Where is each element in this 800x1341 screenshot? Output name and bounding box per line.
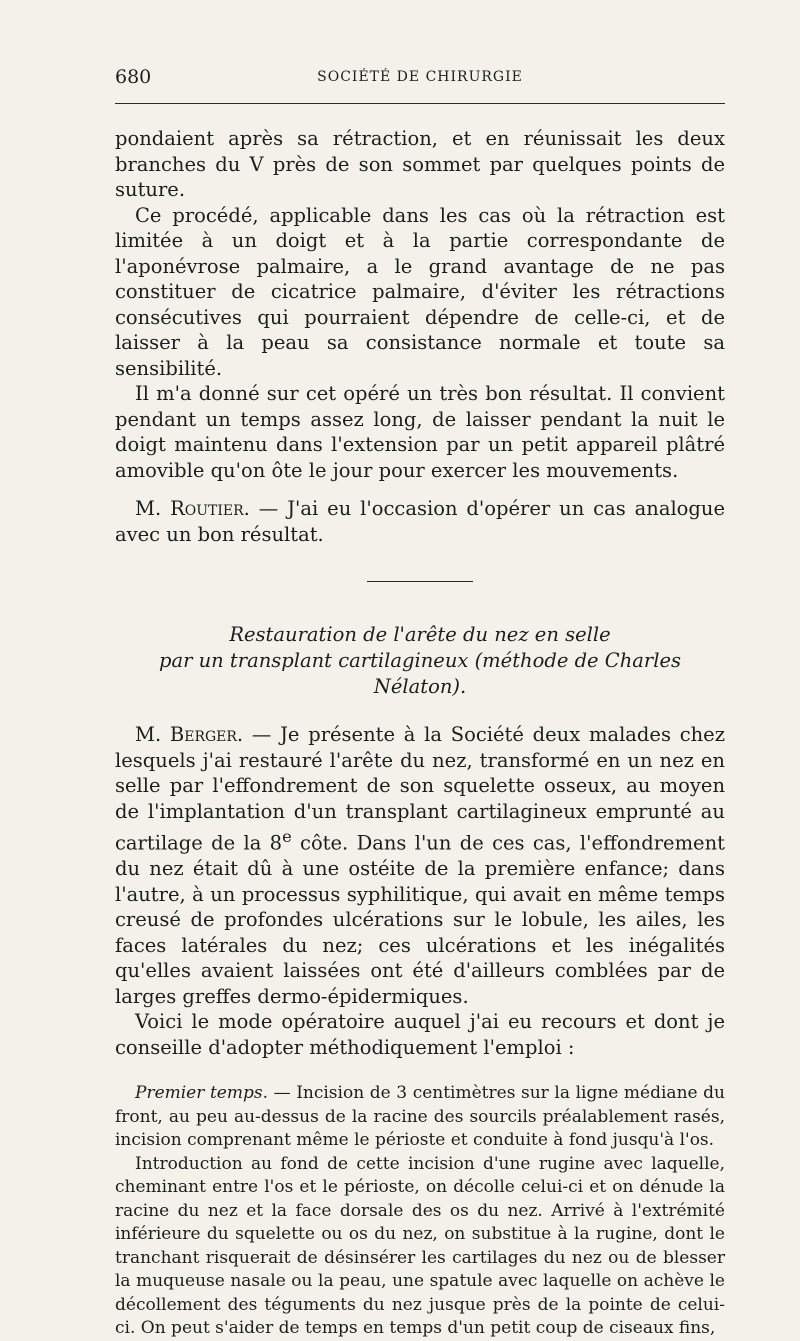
section-title-line-2: par un transplant cartilagineux (méthode de Charles Nélaton). <box>158 649 682 698</box>
body-text <box>115 126 725 1341</box>
speaker-name: M. Routier. <box>135 497 250 520</box>
paragraph: Il m'a donné sur cet opéré un très bon résultat. Il convient pendant un temps assez long, de laisser pendant la nuit le doigt maintenu dans l'extension par un petit appareil plâtré amovible qu'on ôte le jour pour exercer les mouvements. <box>115 382 725 482</box>
section-title <box>115 622 725 700</box>
paragraph: Ce procédé, applicable dans les cas où la rétraction est limitée à un doigt et à la partie correspondante de l'aponévrose palmaire, a le grand avantage de ne pas constituer de cicatrice palmaire, d'éviter les rétractions consécutives qui pourraient dépendre de celle-ci, et de laisser à la peau sa consistance normale et toute sa sensibilité. <box>115 203 725 380</box>
section-divider <box>367 581 473 582</box>
running-title: SOCIÉTÉ DE CHIRURGIE <box>317 69 523 85</box>
page-header <box>115 66 725 94</box>
berger-text-after: côte. Dans l'un de ces cas, l'effondrement du nez était dû à une ostéite de la première enfance; dans l'autre, à un processus syphilitique, qui avait en même temps creusé de profondes ulcérations sur le lobule, les ailes, les faces latérales du nez; ces ulcérations et les inégalités qu'elles avaient laissées ont été d'ailleurs comblées par de larges greffes dermo-épidermiques. <box>115 831 725 1008</box>
paragraph: Voici le mode opératoire auquel j'ai eu recours et dont je conseille d'adopter méthodiquement l'emploi : <box>115 1010 725 1059</box>
page-number: 680 <box>115 66 152 88</box>
berger-paragraph <box>115 722 725 1009</box>
routier-remark <box>115 496 725 547</box>
technique-paragraph: Introduction au fond de cette incision d'une rugine avec laquelle, cheminant entre l'os et le périoste, on décolle celui-ci et on dénude la racine du nez et la face dorsale des os du nez. Arrivé à l'extrémité inférieure du squelette ou os du nez, on substitue à la rugine, dont le tranchant risquerait de désinsérer les cartilages du nez ou de blesser la muqueuse nasale ou la peau, une spatule avec laquelle on achève le décollement des téguments du nez jusque près de la pointe de celui-ci. On peut s'aider de temps en temps d'un petit coup de ciseaux fins, <box>115 1153 725 1338</box>
paragraph: pondaient après sa rétraction, et en réunissait les deux branches du V près de son sommet par quelques points de suture. <box>115 127 725 201</box>
technique-section <box>115 1082 725 1341</box>
speaker-name: M. Berger. <box>135 723 244 746</box>
header-rule <box>115 103 725 104</box>
section-title-line-1: Restauration de l'arête du nez en selle <box>229 623 611 646</box>
step-label: Premier temps. <box>135 1083 268 1103</box>
step-text: — Incision de 3 centimètres sur la ligne médiane du front, au peu au-dessus de la racine des sourcils préalablement rasés, incision comprenant même le périoste et conduite à fond jusqu'à l'os. <box>115 1083 726 1150</box>
technique-paragraph <box>115 1082 725 1153</box>
berger-text-before: — Je présente à la Société deux malades chez lesquels j'ai restauré l'arête du nez, transformé en un nez en selle par l'effondrement de son squelette osseux, au moyen de l'implantation d'un transplant cartilagineux emprunté au cartilage de la 8 <box>115 723 725 855</box>
remark-text: — J'ai eu l'occasion d'opérer un cas analogue avec un bon résultat. <box>115 497 726 546</box>
superscript: e <box>282 827 292 846</box>
